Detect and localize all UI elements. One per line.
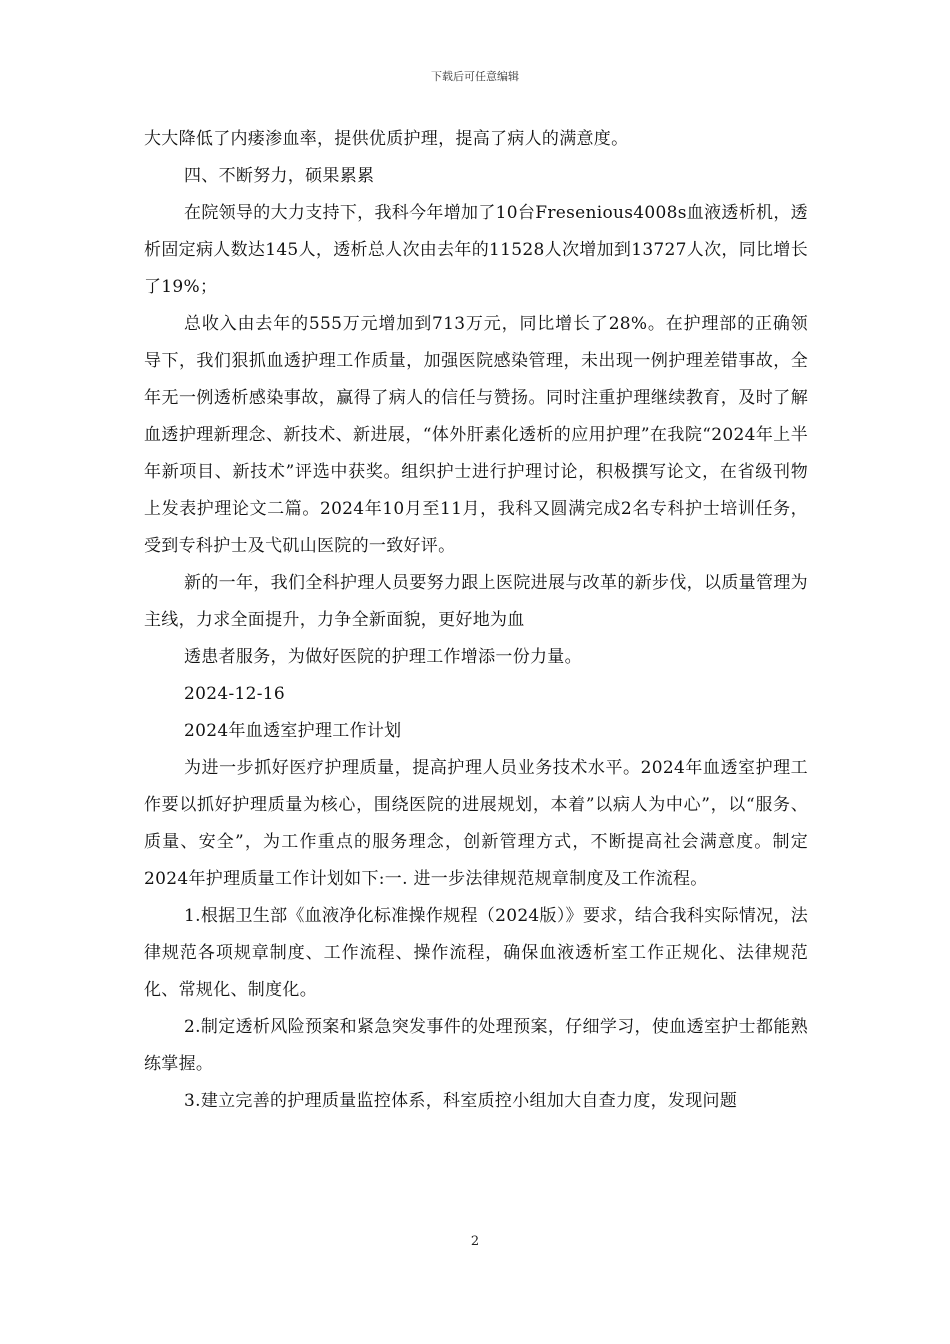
- date-line: 2024-12-16: [184, 684, 286, 704]
- paragraph: 透患者服务，为做好医院的护理工作增添一份力量。: [184, 647, 582, 667]
- section-title: 2024年血透室护理工作计划: [184, 721, 402, 741]
- page-header-note: 下载后可任意编辑: [431, 70, 519, 83]
- section-heading: 四、不断努力，硕果累累: [184, 166, 375, 186]
- paragraph: 大大降低了内瘘渗血率，提供优质护理，提高了病人的满意度。: [144, 129, 629, 149]
- page-number: 2: [470, 1234, 480, 1249]
- paragraph: 为进一步抓好医疗护理质量，提高护理人员业务技术水平。2024年血透室护理工作要以抓好护理质量为核心，围绕医院的进展规划，本着”以病人为中心”，以“服务、质量、安全”，为工作重点的服务理念，创新管理方式，不断提高社会满意度。制定2024年护理质量工作计划如下:一. 进一步法律规范规章制度及工作流程。: [144, 758, 808, 889]
- paragraph: 在院领导的大力支持下，我科今年增加了10台Fresenious4008s血液透析机，透析固定病人数达145人，透析总人次由去年的11528人次增加到13727人次，同比增长了19%；: [144, 203, 808, 297]
- list-item: 3.建立完善的护理质量监控体系，科室质控小组加大自查力度，发现问题: [184, 1091, 738, 1111]
- list-item: 1.根据卫生部《血液净化标准操作规程（2024版）》要求，结合我科实际情况，法律规范各项规章制度、工作流程、操作流程，确保血液透析室工作正规化、法律规范化、常规化、制度化。: [144, 906, 808, 1000]
- paragraph: 新的一年，我们全科护理人员要努力跟上医院进展与改革的新步伐，以质量管理为主线，力求全面提升，力争全新面貌，更好地为血: [144, 573, 808, 630]
- paragraph: 总收入由去年的555万元增加到713万元，同比增长了28%。在护理部的正确领导下，我们狠抓血透护理工作质量，加强医院感染管理，未出现一例护理差错事故，全年无一例透析感染事故，赢得了病人的信任与赞扬。同时注重护理继续教育，及时了解血透护理新理念、新技术、新进展，“体外肝素化透析的应用护理”在我院“2024年上半年新项目、新技术”评选中获奖。组织护士进行护理讨论，积极撰写论文，在省级刊物上发表护理论文二篇。2024年10月至11月，我科又圆满完成2名专科护士培训任务，受到专科护士及弋矶山医院的一致好评。: [144, 314, 808, 556]
- document-body: [144, 121, 808, 1120]
- list-item: 2.制定透析风险预案和紧急突发事件的处理预案，仔细学习，使血透室护士都能熟练掌握。: [144, 1017, 808, 1074]
